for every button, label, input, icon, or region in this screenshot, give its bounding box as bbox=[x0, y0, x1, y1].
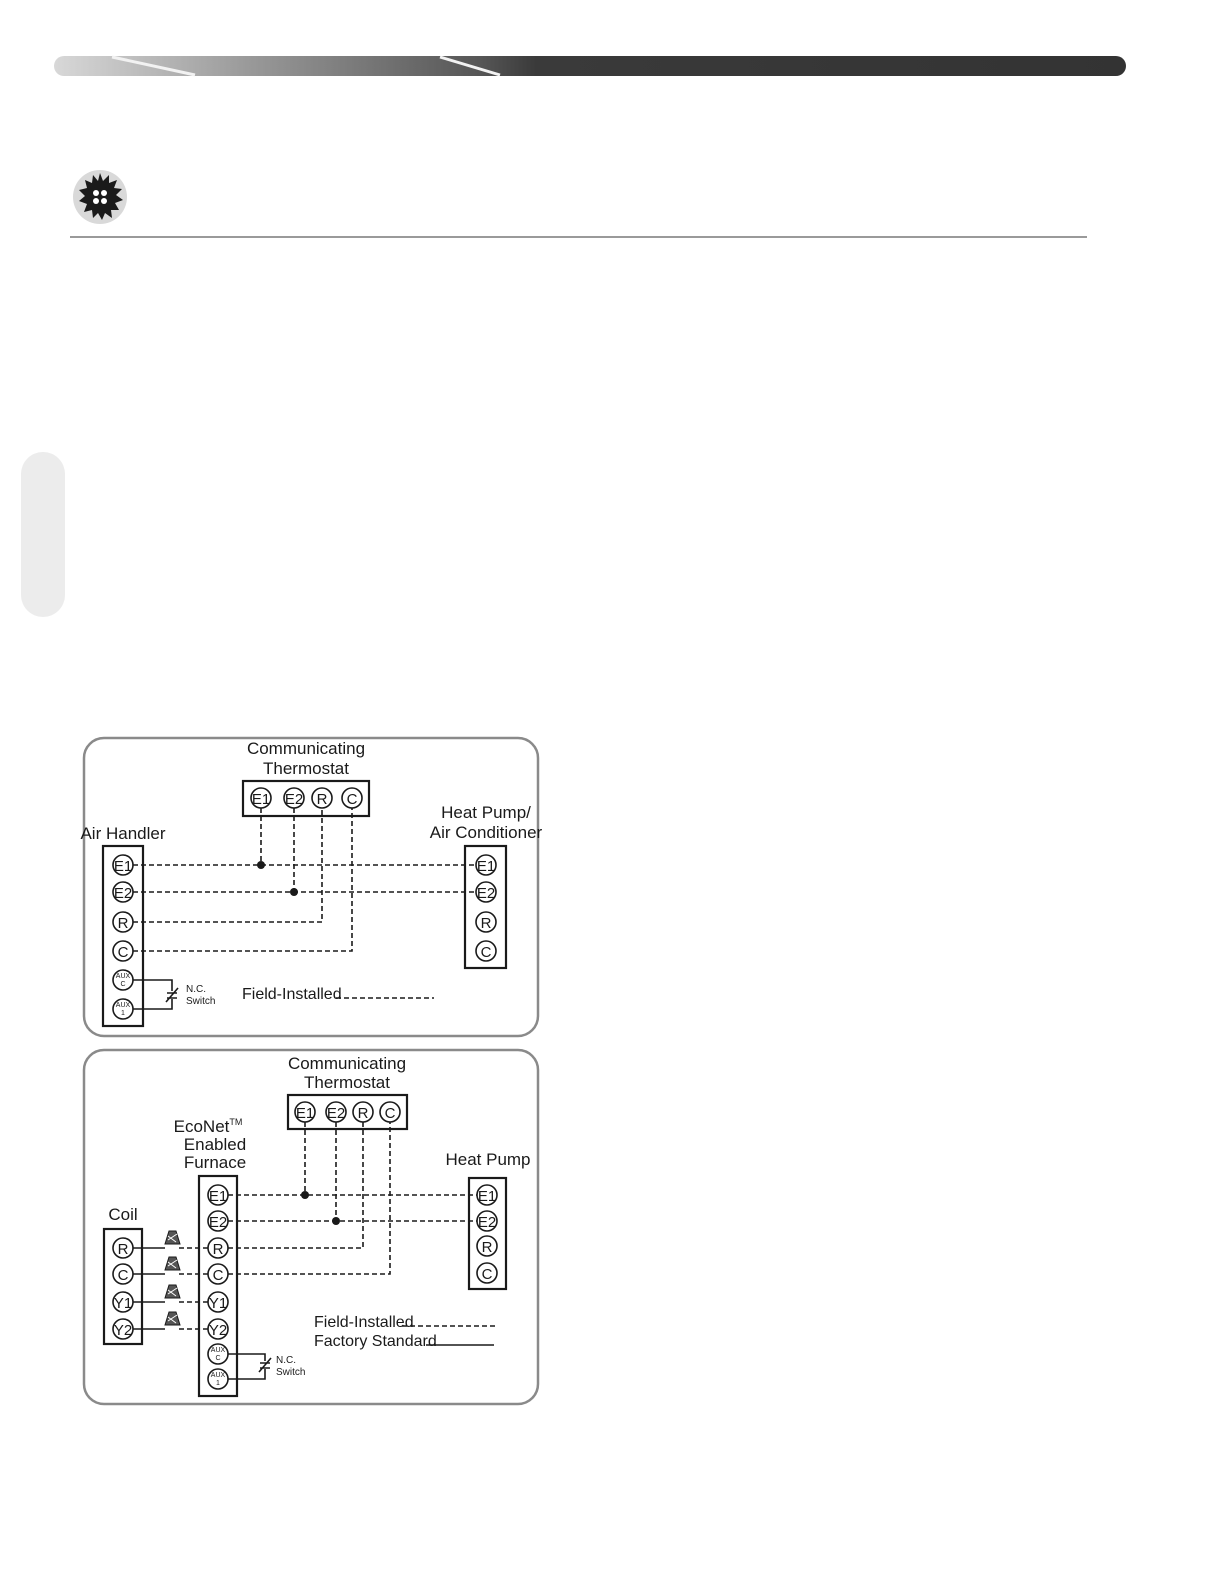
terminal-c bbox=[113, 1264, 133, 1284]
thermostat-title: Communicating bbox=[246, 739, 366, 758]
svg-text:C: C bbox=[384, 1105, 396, 1122]
thermostat-title: Thermostat bbox=[304, 1073, 390, 1092]
svg-text:C: C bbox=[120, 981, 126, 988]
terminal-r bbox=[353, 1102, 373, 1122]
svg-text:AUX: AUX bbox=[210, 1372, 226, 1379]
svg-text:R: R bbox=[357, 1105, 369, 1122]
terminal-e1 bbox=[208, 1185, 228, 1205]
svg-text:E1: E1 bbox=[208, 1188, 228, 1205]
terminal-e1 bbox=[477, 1185, 497, 1205]
svg-text:R: R bbox=[481, 1239, 493, 1256]
svg-text:Y1: Y1 bbox=[113, 1295, 133, 1312]
svg-text:Y1: Y1 bbox=[208, 1295, 228, 1312]
svg-text:R: R bbox=[117, 915, 129, 932]
terminal-e2 bbox=[326, 1102, 346, 1122]
switch-label: Switch bbox=[186, 996, 216, 1007]
terminal-r bbox=[477, 1236, 497, 1256]
svg-text:1: 1 bbox=[216, 1380, 220, 1387]
svg-text:R: R bbox=[316, 791, 328, 808]
terminal-aux-1 bbox=[208, 1369, 228, 1389]
thermostat-title: Thermostat bbox=[263, 759, 349, 778]
terminal-r bbox=[208, 1238, 228, 1258]
terminal-r bbox=[113, 1238, 133, 1258]
legend-field-installed: Field-Installed bbox=[314, 1314, 414, 1331]
thermostat-title: Communicating bbox=[287, 1054, 407, 1073]
terminal-c bbox=[208, 1264, 228, 1284]
heat-pump-label: Air Conditioner bbox=[429, 823, 543, 842]
svg-text:E1: E1 bbox=[113, 858, 133, 875]
svg-text:E2: E2 bbox=[284, 791, 304, 808]
terminal-e1 bbox=[295, 1102, 315, 1122]
terminal-c bbox=[380, 1102, 400, 1122]
svg-text:E1: E1 bbox=[295, 1105, 315, 1122]
terminal-y2 bbox=[113, 1319, 133, 1339]
svg-text:R: R bbox=[480, 915, 492, 932]
svg-text:C: C bbox=[346, 791, 358, 808]
legend-factory-standard: Factory Standard bbox=[314, 1333, 437, 1350]
svg-text:C: C bbox=[481, 1266, 493, 1283]
legend-field-installed: Field-Installed bbox=[242, 986, 342, 1003]
terminal-y1 bbox=[208, 1292, 228, 1312]
switch-label: N.C. bbox=[276, 1355, 296, 1366]
terminal-e2 bbox=[208, 1211, 228, 1231]
switch-label: Switch bbox=[276, 1367, 306, 1378]
svg-text:AUX: AUX bbox=[115, 973, 131, 980]
svg-text:Y2: Y2 bbox=[113, 1322, 133, 1339]
svg-text:C: C bbox=[215, 1355, 221, 1362]
switch-label: N.C. bbox=[186, 984, 206, 995]
svg-text:E1: E1 bbox=[477, 1188, 497, 1205]
furnace-label: Furnace bbox=[183, 1153, 247, 1172]
terminal-aux-c bbox=[208, 1344, 228, 1364]
svg-text:R: R bbox=[212, 1241, 224, 1258]
heat-pump-label: Heat Pump/ bbox=[441, 803, 531, 822]
svg-text:C: C bbox=[212, 1267, 224, 1284]
furnace-label: EcoNet™ bbox=[173, 1117, 243, 1136]
heat-pump-label: Heat Pump bbox=[445, 1150, 531, 1169]
svg-text:Y2: Y2 bbox=[208, 1322, 228, 1339]
terminal-e2 bbox=[477, 1211, 497, 1231]
air-handler-label: Air Handler bbox=[80, 824, 166, 843]
svg-text:C: C bbox=[480, 944, 492, 961]
svg-text:C: C bbox=[117, 944, 129, 961]
coil-label: Coil bbox=[108, 1205, 138, 1224]
terminal-y1 bbox=[113, 1292, 133, 1312]
terminal-y2 bbox=[208, 1319, 228, 1339]
svg-text:R: R bbox=[117, 1241, 129, 1258]
svg-text:AUX: AUX bbox=[210, 1347, 226, 1354]
furnace-label: Enabled bbox=[183, 1135, 247, 1154]
svg-text:E2: E2 bbox=[113, 885, 133, 902]
svg-text:E2: E2 bbox=[326, 1105, 346, 1122]
svg-text:C: C bbox=[117, 1267, 129, 1284]
terminal-c bbox=[477, 1263, 497, 1283]
svg-text:E2: E2 bbox=[477, 1214, 497, 1231]
svg-text:AUX: AUX bbox=[115, 1002, 131, 1009]
svg-text:E1: E1 bbox=[476, 858, 496, 875]
svg-text:E1: E1 bbox=[251, 791, 271, 808]
svg-text:E2: E2 bbox=[476, 885, 496, 902]
svg-text:1: 1 bbox=[121, 1010, 125, 1017]
svg-text:E2: E2 bbox=[208, 1214, 228, 1231]
